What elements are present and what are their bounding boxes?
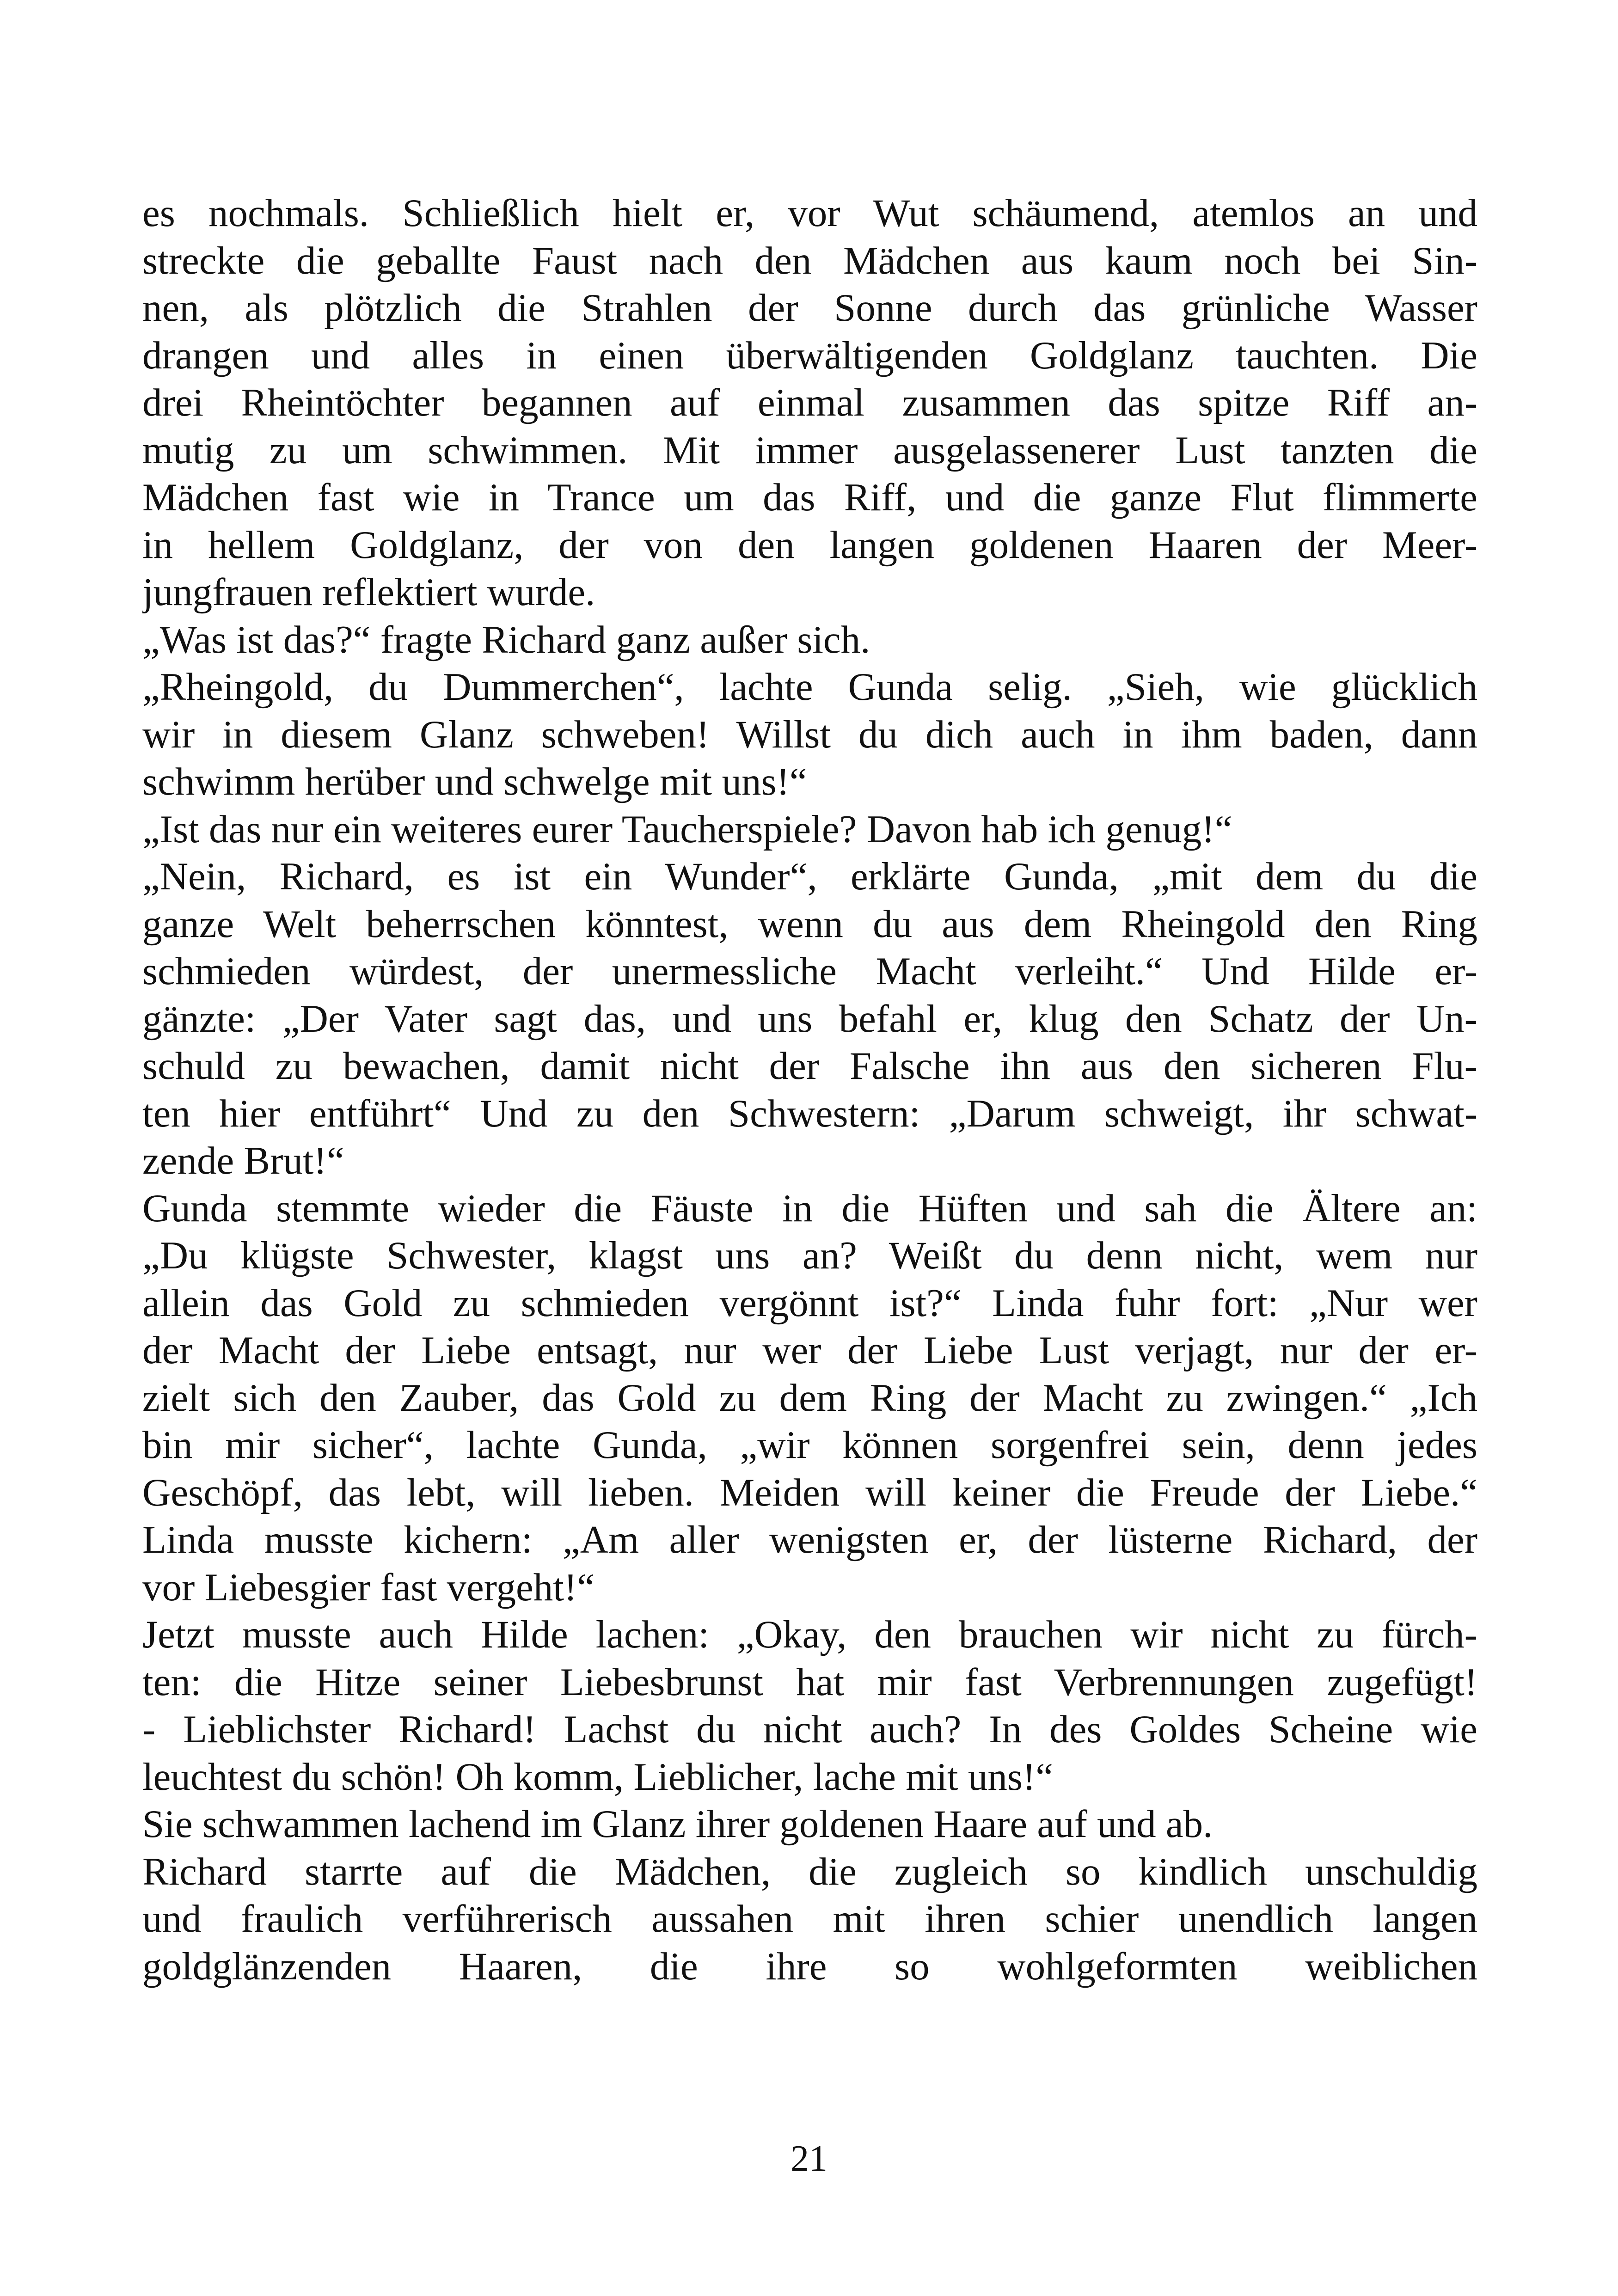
text-line: „Ist das nur ein weiteres eurer Taucherspiele? Davon hab ich genug!“: [142, 807, 1232, 851]
text-line: „Was ist das?“ fragte Richard ganz außer sich.: [142, 618, 870, 661]
text-line: streckte die geballte Faust nach den Mädchen aus kaum noch bei Sin-: [142, 239, 1477, 282]
text-line: „Nein, Richard, es ist ein Wunder“, erklärte Gunda, „mit dem du die: [142, 855, 1477, 898]
text-line: drei Rheintöchter begannen auf einmal zusammen das spitze Riff an-: [142, 381, 1477, 424]
text-line: nen, als plötzlich die Strahlen der Sonne durch das grünliche Wasser: [142, 286, 1477, 330]
text-line: drangen und alles in einen überwältigenden Goldglanz tauchten. Die: [142, 333, 1477, 377]
body-text: [142, 190, 1477, 1990]
text-line: wir in diesem Glanz schweben! Willst du dich auch in ihm baden, dann: [142, 712, 1477, 756]
text-line: ten hier entführt“ Und zu den Schwestern: „Darum schweigt, ihr schwat-: [142, 1091, 1477, 1135]
text-line: goldglänzenden Haaren, die ihre so wohlgeformten weiblichen: [142, 1944, 1477, 1988]
text-line: allein das Gold zu schmieden vergönnt ist?“ Linda fuhr fort: „Nur wer: [142, 1281, 1477, 1325]
text-line: ten: die Hitze seiner Liebesbrunst hat mir fast Verbrennungen zugefügt!: [142, 1660, 1477, 1704]
text-line: Geschöpf, das lebt, will lieben. Meiden will keiner die Freude der Liebe.“: [142, 1470, 1477, 1514]
page-number: 21: [791, 2138, 827, 2179]
text-line: zende Brut!“: [142, 1139, 344, 1182]
text-line: Sie schwammen lachend im Glanz ihrer goldenen Haare auf und ab.: [142, 1802, 1213, 1846]
text-line: vor Liebesgier fast vergeht!“: [142, 1565, 594, 1609]
text-line: mutig zu um schwimmen. Mit immer ausgelassenerer Lust tanzten die: [142, 428, 1477, 472]
text-line: und fraulich verführerisch aussahen mit ihren schier unendlich langen: [142, 1897, 1477, 1941]
text-line: jungfrauen reflektiert wurde.: [142, 570, 595, 614]
text-line: bin mir sicher“, lachte Gunda, „wir können sorgenfrei sein, denn jedes: [142, 1423, 1477, 1467]
text-line: Gunda stemmte wieder die Fäuste in die Hüften und sah die Ältere an:: [142, 1186, 1477, 1230]
text-line: schmieden würdest, der unermessliche Macht verleiht.“ Und Hilde er-: [142, 949, 1477, 993]
text-line: in hellem Goldglanz, der von den langen goldenen Haaren der Meer-: [142, 523, 1477, 567]
text-line: ganze Welt beherrschen könntest, wenn du aus dem Rheingold den Ring: [142, 902, 1477, 946]
text-line: Richard starrte auf die Mädchen, die zugleich so kindlich unschuldig: [142, 1849, 1477, 1893]
text-line: es nochmals. Schließlich hielt er, vor Wut schäumend, atemlos an und: [142, 191, 1477, 235]
text-line: gänzte: „Der Vater sagt das, und uns befahl er, klug den Schatz der Un-: [142, 997, 1477, 1041]
text-line: - Lieblichster Richard! Lachst du nicht auch? In des Goldes Scheine wie: [142, 1708, 1477, 1751]
text-line: Jetzt musste auch Hilde lachen: „Okay, den brauchen wir nicht zu fürch-: [142, 1613, 1477, 1656]
text-line: zielt sich den Zauber, das Gold zu dem Ring der Macht zu zwingen.“ „Ich: [142, 1376, 1477, 1420]
text-line: schwimm herüber und schwelge mit uns!“: [142, 760, 807, 803]
text-line: leuchtest du schön! Oh komm, Lieblicher, lache mit uns!“: [142, 1755, 1053, 1799]
text-line: Linda musste kichern: „Am aller wenigsten er, der lüsterne Richard, der: [142, 1518, 1477, 1561]
text-line: „Du klügste Schwester, klagst uns an? Weißt du denn nicht, wem nur: [142, 1234, 1477, 1277]
text-line: der Macht der Liebe entsagt, nur wer der Liebe Lust verjagt, nur der er-: [142, 1329, 1477, 1372]
text-line: Mädchen fast wie in Trance um das Riff, und die ganze Flut flimmerte: [142, 476, 1477, 519]
text-line: „Rheingold, du Dummerchen“, lachte Gunda selig. „Sieh, wie glücklich: [142, 665, 1477, 709]
text-line: schuld zu bewachen, damit nicht der Falsche ihn aus den sicheren Flu-: [142, 1044, 1477, 1088]
